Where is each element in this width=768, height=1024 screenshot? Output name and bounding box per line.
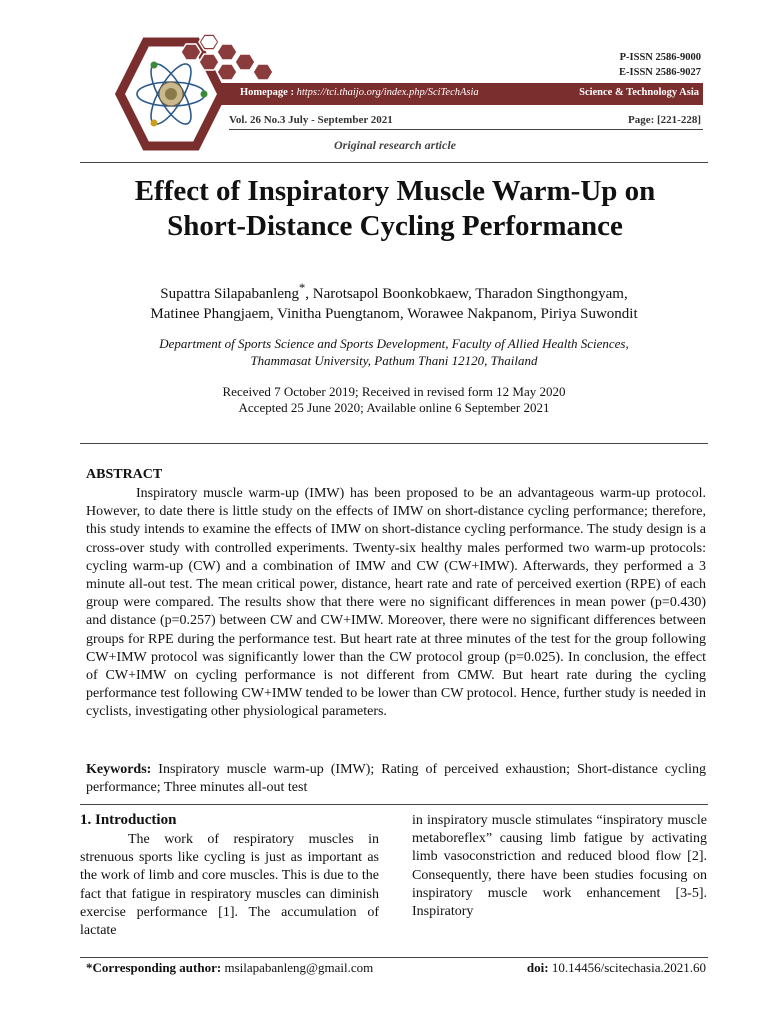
lead-author: Supattra Silapabanleng [160, 286, 299, 302]
doi-label: doi: [526, 960, 549, 975]
dates-line1: Received 7 October 2019; Received in revised form 12 May 2020 [222, 384, 566, 399]
p-issn: P-ISSN 2586-9000 [619, 52, 701, 63]
keywords [86, 761, 706, 797]
introduction-column-right: in inspiratory muscle stimulates “inspiratory muscle metaboreflex” causing limb fatigue by activating limb vasoconstriction and reduced blood flow [2]. Consequently, there have been studies focusing on inspiratory muscle work enhancement [3-5]. Inspiratory [412, 813, 707, 920]
header-divider [229, 129, 703, 130]
dates-line2: Accepted 25 June 2020; Available online 6 September 2021 [238, 400, 550, 415]
homepage-line [240, 87, 479, 98]
introduction-column-left: The work of respiratory muscles in strenuous sports like cycling is just as important as the work of limb and core muscles. This is due to the fact that fatigue in respiratory muscles can diminish exercise performance [1]. The accumulation of lactate [80, 832, 379, 939]
article-type: Original research article [334, 138, 456, 152]
journal-banner [218, 83, 703, 105]
abstract-heading: ABSTRACT [86, 467, 163, 482]
title-top-divider [80, 162, 708, 163]
section-heading-introduction: 1. Introduction [80, 812, 177, 828]
authors-line1 [80, 278, 708, 304]
affiliation-line1: Department of Sports Science and Sports Development, Faculty of Allied Health Sciences, [159, 336, 629, 351]
footer-divider [80, 957, 708, 958]
abstract-text: Inspiratory muscle warm-up (IMW) has been proposed to be an advantageous warm-up protocol. However, to date there is little study on the effects of IMW on short-distance cycling performance; therefore, this study intends to examine the effects of IMW on short-distance cycling performance. The study design is a cross-over study with controlled experiments. Twenty-six healthy males performed two warm-up protocols: cycling warm-up (CW) and a combination of IMW and CW (CW+IMW). Afterwards, they performed a 3 minute all-out test. The mean critical power, distance, heart rate and rate of perceived exertion (RPE) of each group were compared. The results show that there were no significant differences in mean power (p=0.430) and distance (p=0.257) between CW and CW+IMW. Moreover, there were no significant differences between groups for RPE during the performance test. But heart rate at three minutes of the test for the group following CW+IMW protocol was significantly lower than the CW protocol group (p=0.025). In conclusion, the effect of CW+IMW on cycling performance is not different from CMW. But heart rate during the cycling performance test following CW+IMW tended to be lower than CW protocol. Hence, further study is needed in cyclists, investigating other physiological parameters. [86, 486, 706, 720]
paper-title-line1: Effect of Inspiratory Muscle Warm-Up on [134, 175, 656, 207]
journal-name: Science & Technology Asia [579, 87, 699, 98]
abstract-top-divider [80, 443, 708, 444]
doi-link[interactable]: 10.14456/scitechasia.2021.60 [548, 960, 706, 975]
keywords-divider [80, 804, 708, 805]
author-list [80, 278, 708, 324]
paper-title [70, 174, 720, 244]
corresponding-email[interactable]: msilapabanleng@gmail.com [221, 960, 374, 975]
doi-info [527, 960, 706, 976]
keywords-label: Keywords: [86, 762, 152, 777]
corresponding-author [86, 960, 373, 976]
e-issn: E-ISSN 2586-9027 [619, 67, 701, 78]
page-range: Page: [221-228] [627, 114, 701, 126]
authors-line2: Matinee Phangjaem, Vinitha Puengtanom, Worawee Nakpanom, Piriya Suwondit [150, 306, 638, 322]
homepage-link[interactable]: https://tci.thaijo.org/index.php/SciTechAsia [296, 87, 479, 98]
issn-block [619, 50, 701, 80]
affiliation [80, 335, 708, 369]
homepage-label: Homepage : [240, 87, 294, 98]
corresponding-label: *Corresponding author: [86, 960, 222, 975]
affiliation-line2: Thammasat University, Pathum Thani 12120, Thailand [250, 353, 538, 368]
keywords-text: Inspiratory muscle warm-up (IMW); Rating of perceived exhaustion; Short-distance cycling performance; Three minutes all-out test [86, 762, 706, 795]
article-dates [80, 384, 708, 416]
volume-info: Vol. 26 No.3 July - September 2021 [229, 114, 393, 126]
corresponding-marker: * [299, 281, 306, 295]
co-authors-line1: , Narotsapol Boonkobkaew, Tharadon Singthongyam, [305, 286, 628, 302]
paper-title-line2: Short-Distance Cycling Performance [167, 210, 623, 242]
